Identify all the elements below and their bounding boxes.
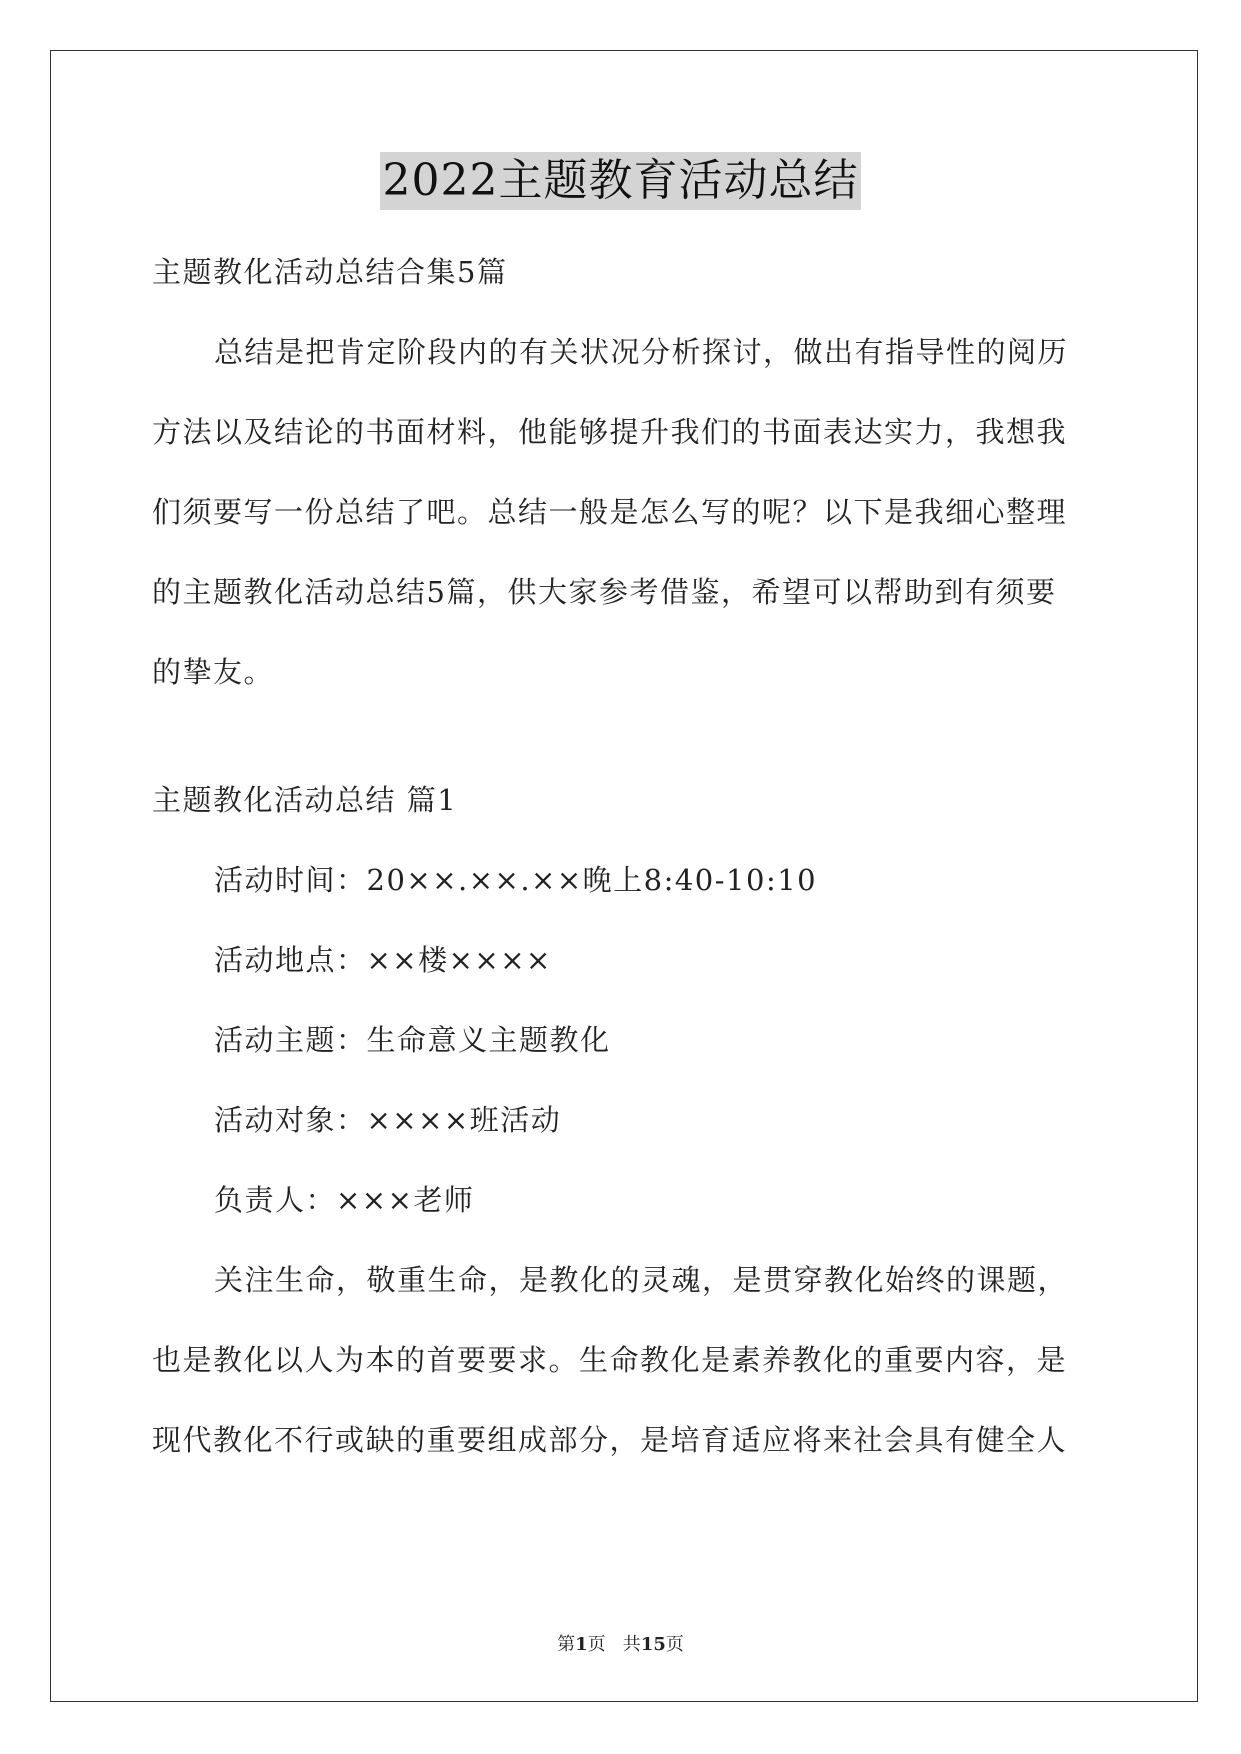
activity-target: 活动对象：××××班活动	[214, 1103, 562, 1137]
document-subtitle: 主题教化活动总结合集5篇	[152, 255, 508, 289]
body-line: 也是教化以人为本的首要要求。生命教化是素养教化的重要内容，是	[152, 1343, 1068, 1377]
page-footer	[0, 1630, 1241, 1656]
intro-line: 的挚友。	[152, 655, 275, 689]
activity-place: 活动地点：××楼××××	[214, 943, 552, 977]
intro-line: 方法以及结论的书面材料，他能够提升我们的书面表达实力，我想我	[152, 415, 1068, 449]
title-container	[0, 152, 1241, 210]
footer-page-number: 1	[575, 1634, 588, 1655]
activity-person: 负责人：×××老师	[214, 1183, 475, 1217]
section-gap	[152, 712, 1092, 760]
footer-total-pages: 15	[640, 1634, 666, 1655]
activity-theme: 活动主题：生命意义主题教化	[214, 1023, 611, 1057]
body-line: 关注生命，敬重生命，是教化的灵魂，是贯穿教化始终的课题，	[214, 1263, 1069, 1297]
footer-prefix: 第	[557, 1634, 576, 1655]
footer-mid: 页 共	[587, 1634, 641, 1655]
document-title: 2022主题教育活动总结	[380, 152, 862, 210]
intro-line: 们须要写一份总结了吧。总结一般是怎么写的呢？以下是我细心整理	[152, 495, 1068, 529]
footer-suffix: 页	[665, 1634, 684, 1655]
section-heading: 主题教化活动总结 篇1	[152, 783, 458, 817]
body-line: 现代教化不行或缺的重要组成部分，是培育适应将来社会具有健全人	[152, 1423, 1068, 1457]
intro-line: 的主题教化活动总结5篇，供大家参考借鉴，希望可以帮助到有须要	[152, 575, 1057, 609]
intro-line: 总结是把肯定阶段内的有关状况分析探讨，做出有指导性的阅历	[214, 335, 1069, 369]
document-body	[152, 232, 1092, 1480]
activity-time: 活动时间：20××.××.××晚上8:40-10:10	[214, 863, 818, 897]
